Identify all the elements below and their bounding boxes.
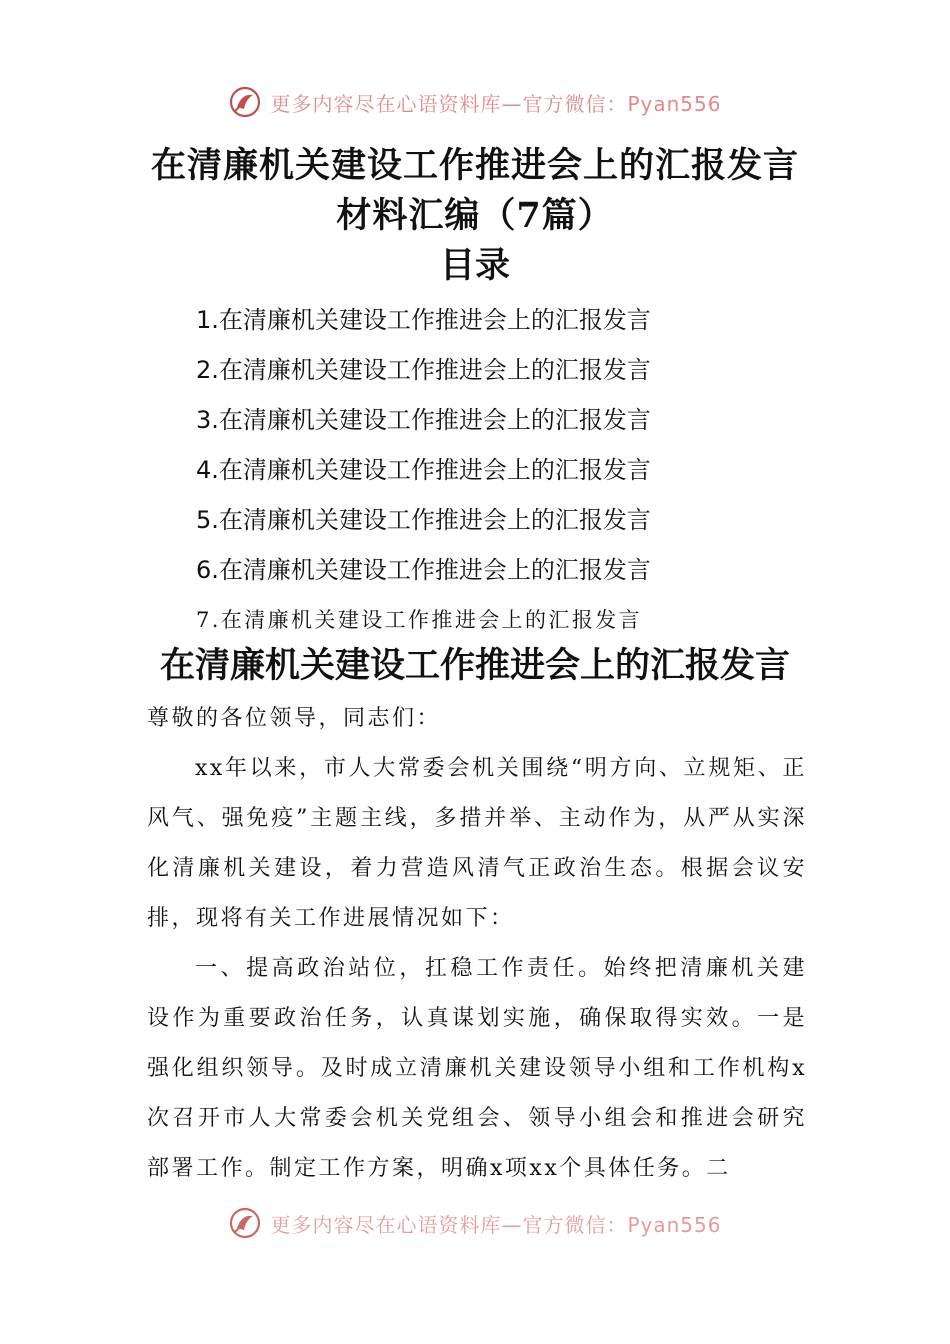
watermark-header (0, 82, 950, 122)
section-body (147, 694, 807, 1194)
toc-item[interactable]: 5.在清廉机关建设工作推进会上的汇报发言 (196, 506, 651, 534)
body-paragraph: 一、提高政治站位，扛稳工作责任。始终把清廉机关建设作为重要政治任务，认真谋划实施，确保取得实效。一是强化组织领导。及时成立清廉机关建设领导小组和工作机构x次召开市人大常委会机关党组会、领导小组会和推进会研究部署工作。制定工作方案，明确x项xx个具体任务。二 (147, 956, 807, 1181)
watermark-footer (0, 1203, 950, 1243)
toc-item[interactable]: 2.在清廉机关建设工作推进会上的汇报发言 (196, 356, 651, 384)
table-of-contents (196, 295, 651, 645)
greeting: 尊敬的各位领导，同志们： (147, 706, 442, 731)
document-title-line-1: 在清廉机关建设工作推进会上的汇报发言 (150, 145, 799, 186)
toc-item[interactable]: 3.在清廉机关建设工作推进会上的汇报发言 (196, 406, 651, 434)
section-title: 在清廉机关建设工作推进会上的汇报发言 (159, 645, 790, 686)
toc-item[interactable]: 6.在清廉机关建设工作推进会上的汇报发言 (196, 556, 651, 584)
watermark-text: 更多内容尽在心语资料库—官方微信：Pyan556 (270, 91, 722, 116)
document-title-line-2: 材料汇编（7篇） (336, 195, 614, 236)
library-logo-icon (228, 1206, 262, 1240)
watermark-text: 更多内容尽在心语资料库—官方微信：Pyan556 (270, 1212, 722, 1237)
toc-item[interactable]: 1.在清廉机关建设工作推进会上的汇报发言 (196, 306, 651, 334)
library-logo-icon (228, 85, 262, 119)
toc-heading: 目录 (439, 245, 510, 286)
toc-item[interactable]: 4.在清廉机关建设工作推进会上的汇报发言 (196, 456, 651, 484)
toc-item[interactable]: 7.在清廉机关建设工作推进会上的汇报发言 (196, 608, 643, 632)
body-paragraph: xx年以来，市人大常委会机关围绕“明方向、立规矩、正风气、强免疫”主题主线，多措并举、主动作为，从严从实深化清廉机关建设，着力营造风清气正政治生态。根据会议安排，现将有关工作进展情况如下： (147, 756, 807, 931)
